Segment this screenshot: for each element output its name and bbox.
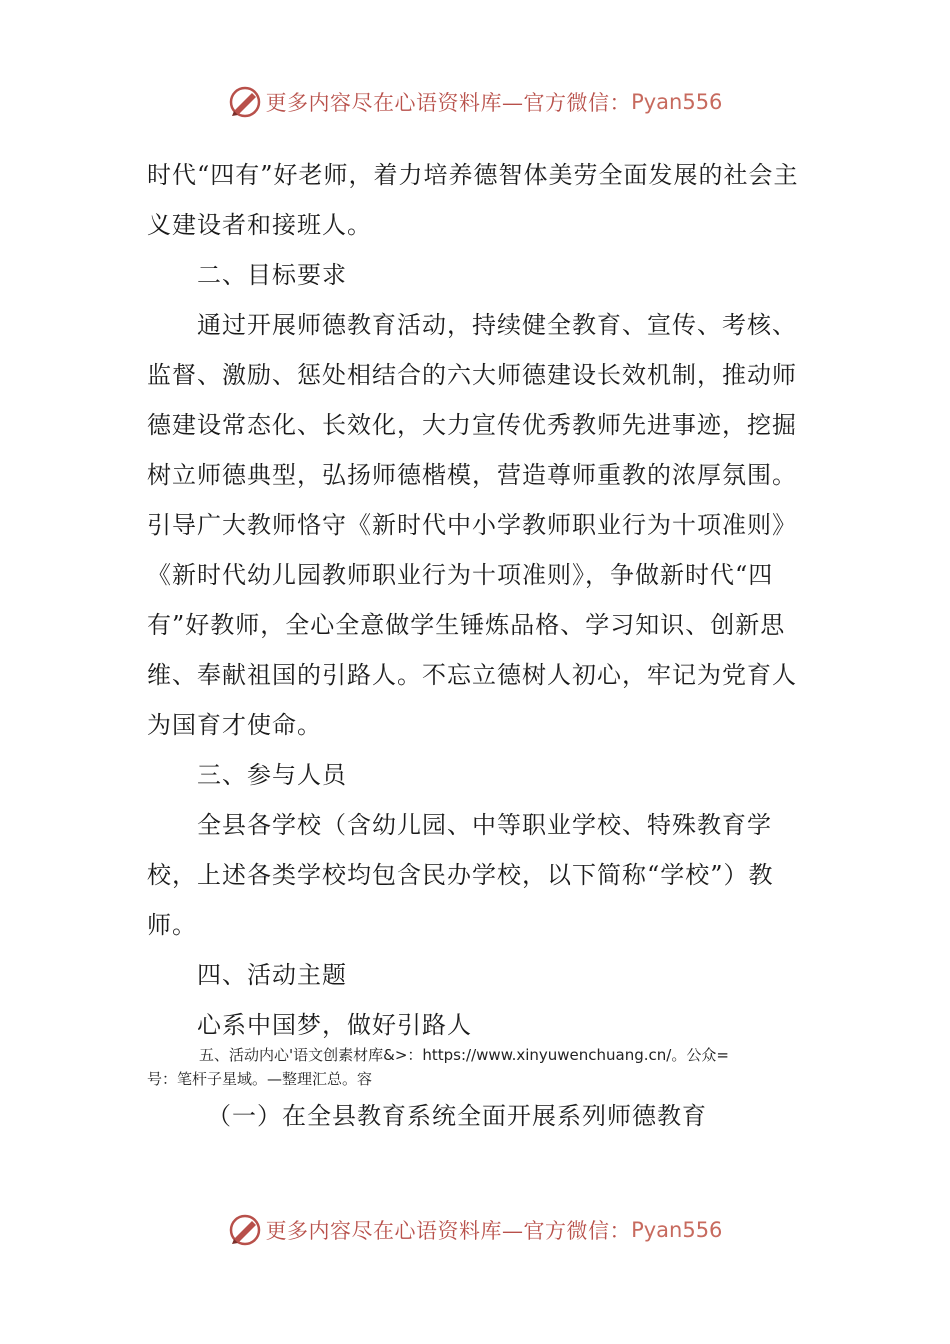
header-banner-id: Pyan556 <box>631 90 723 114</box>
footer-banner-id: Pyan556 <box>631 1218 723 1242</box>
watermark-note <box>147 1043 827 1091</box>
heading-participants: 三、参与人员 <box>197 761 347 789</box>
subheading-section-one: （一）在全县教育系统全面开展系列师德教育 <box>207 1102 707 1130</box>
note-line-1: 五、活动内心'语文创素材库&>：https://www.xinyuwenchuang.cn/。公众= <box>199 1046 729 1064</box>
paragraph-theme: 心系中国梦，做好引路人 <box>197 1011 472 1039</box>
pen-logo-icon <box>228 85 262 119</box>
paragraph-participants: 全县各学校（含幼儿园、中等职业学校、特殊教育学校，上述各类学校均包含民办学校，以下简称“学校”）教师。 <box>147 811 774 939</box>
header-banner <box>0 80 950 124</box>
paragraph-goals: 通过开展师德教育活动，持续健全教育、宣传、考核、监督、激励、惩处相结合的六大师德建设长效机制，推动师德建设常态化、长效化，大力宣传优秀教师先进事迹，挖掘树立师德典型，弘扬师德楷模，营造尊师重教的浓厚氛围。引导广大教师恪守《新时代中小学教师职业行为十项准则》《新时代幼儿园教师职业行为十项准则》，争做新时代“四有”好教师，全心全意做学生锤炼品格、学习知识、创新思维、奉献祖国的引路人。不忘立德树人初心，牢记为党育人为国育才使命。 <box>147 311 797 739</box>
document-body <box>147 150 817 1050</box>
heading-goals: 二、目标要求 <box>197 261 347 289</box>
footer-banner <box>0 1208 950 1252</box>
paragraph-continuation: 时代“四有”好老师，着力培养德智体美劳全面发展的社会主义建设者和接班人。 <box>147 161 799 239</box>
pen-logo-icon <box>228 1213 262 1247</box>
footer-banner-text: 更多内容尽在心语资料库—官方微信： <box>265 1219 632 1243</box>
note-line-2: 号：笔杆子星域。—整理汇总。容 <box>147 1070 373 1088</box>
header-banner-text: 更多内容尽在心语资料库—官方微信： <box>265 91 632 115</box>
heading-theme: 四、活动主题 <box>197 961 347 989</box>
